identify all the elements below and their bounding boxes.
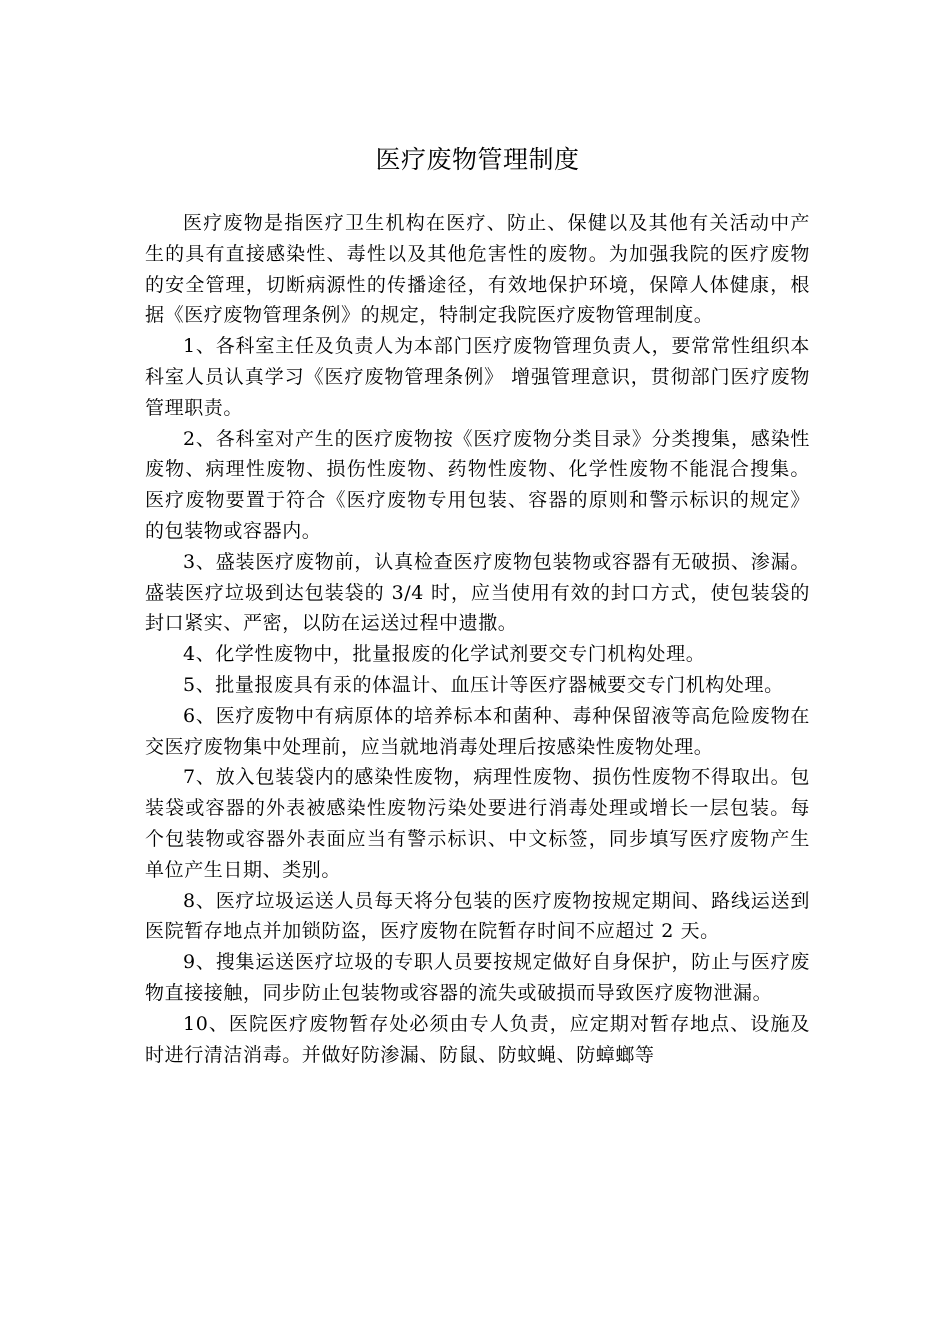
document-title: 医疗废物管理制度 [375, 145, 580, 174]
rule-paragraph-3: 3、盛装医疗废物前，认真检查医疗废物包装物或容器有无破损、渗漏。盛装医疗垃圾到达包装袋的 3/4 时，应当使用有效的封口方式，使包装袋的封口紧实、严密，以防在运送过程中遗撒。 [145, 550, 810, 635]
rule-paragraph-4: 4、化学性废物中，批量报废的化学试剂要交专门机构处理。 [183, 643, 706, 666]
rule-paragraph-9: 9、搜集运送医疗垃圾的专职人员要按规定做好自身保护，防止与医疗废物直接接触，同步防止包装物或容器的流失或破损而导致医疗废物泄漏。 [145, 951, 810, 1004]
rule-paragraph-1: 1、各科室主任及负责人为本部门医疗废物管理负责人，要常常性组织本科室人员认真学习《医疗废物管理条例》 增强管理意识，贯彻部门医疗废物管理职责。 [145, 335, 810, 419]
rule-paragraph-2: 2、各科室对产生的医疗废物按《医疗废物分类目录》分类搜集，感染性废物、病理性废物、损伤性废物、药物性废物、化学性废物不能混合搜集。医疗废物要置于符合《医疗废物专用包装、容器的原则和警示标识的规定》的包装物或容器内。 [145, 427, 810, 542]
document-page [145, 138, 810, 1070]
rule-paragraph-6: 6、医疗废物中有病原体的培养标本和菌种、毒种保留液等高危险废物在交医疗废物集中处理前，应当就地消毒处理后按感染性废物处理。 [145, 704, 810, 758]
rule-paragraph-5: 5、批量报废具有汞的体温计、血压计等医疗器械要交专门机构处理。 [183, 673, 784, 696]
intro-paragraph: 医疗废物是指医疗卫生机构在医疗、防止、保健以及其他有关活动中产生的具有直接感染性、毒性以及其他危害性的废物。为加强我院的医疗废物的安全管理，切断病源性的传播途径，有效地保护环境，保障人体健康，根据《医疗废物管理条例》的规定，特制定我院医疗废物管理制度。 [145, 212, 810, 327]
rule-paragraph-10: 10、医院医疗废物暂存处必须由专人负责，应定期对暂存地点、设施及时进行清洁消毒。并做好防渗漏、防鼠、防蚊蝇、防蟑螂等 [145, 1012, 810, 1066]
rule-paragraph-8: 8、医疗垃圾运送人员每天将分包装的医疗废物按规定期间、路线运送到医院暂存地点并加锁防盗，医疗废物在院暂存时间不应超过 2 天。 [145, 889, 810, 943]
rule-paragraph-7: 7、放入包装袋内的感染性废物，病理性废物、损伤性废物不得取出。包装袋或容器的外表被感染性废物污染处要进行消毒处理或增长一层包装。每个包装物或容器外表面应当有警示标识、中文标签，同步填写医疗废物产生单位产生日期、类别。 [145, 766, 810, 881]
